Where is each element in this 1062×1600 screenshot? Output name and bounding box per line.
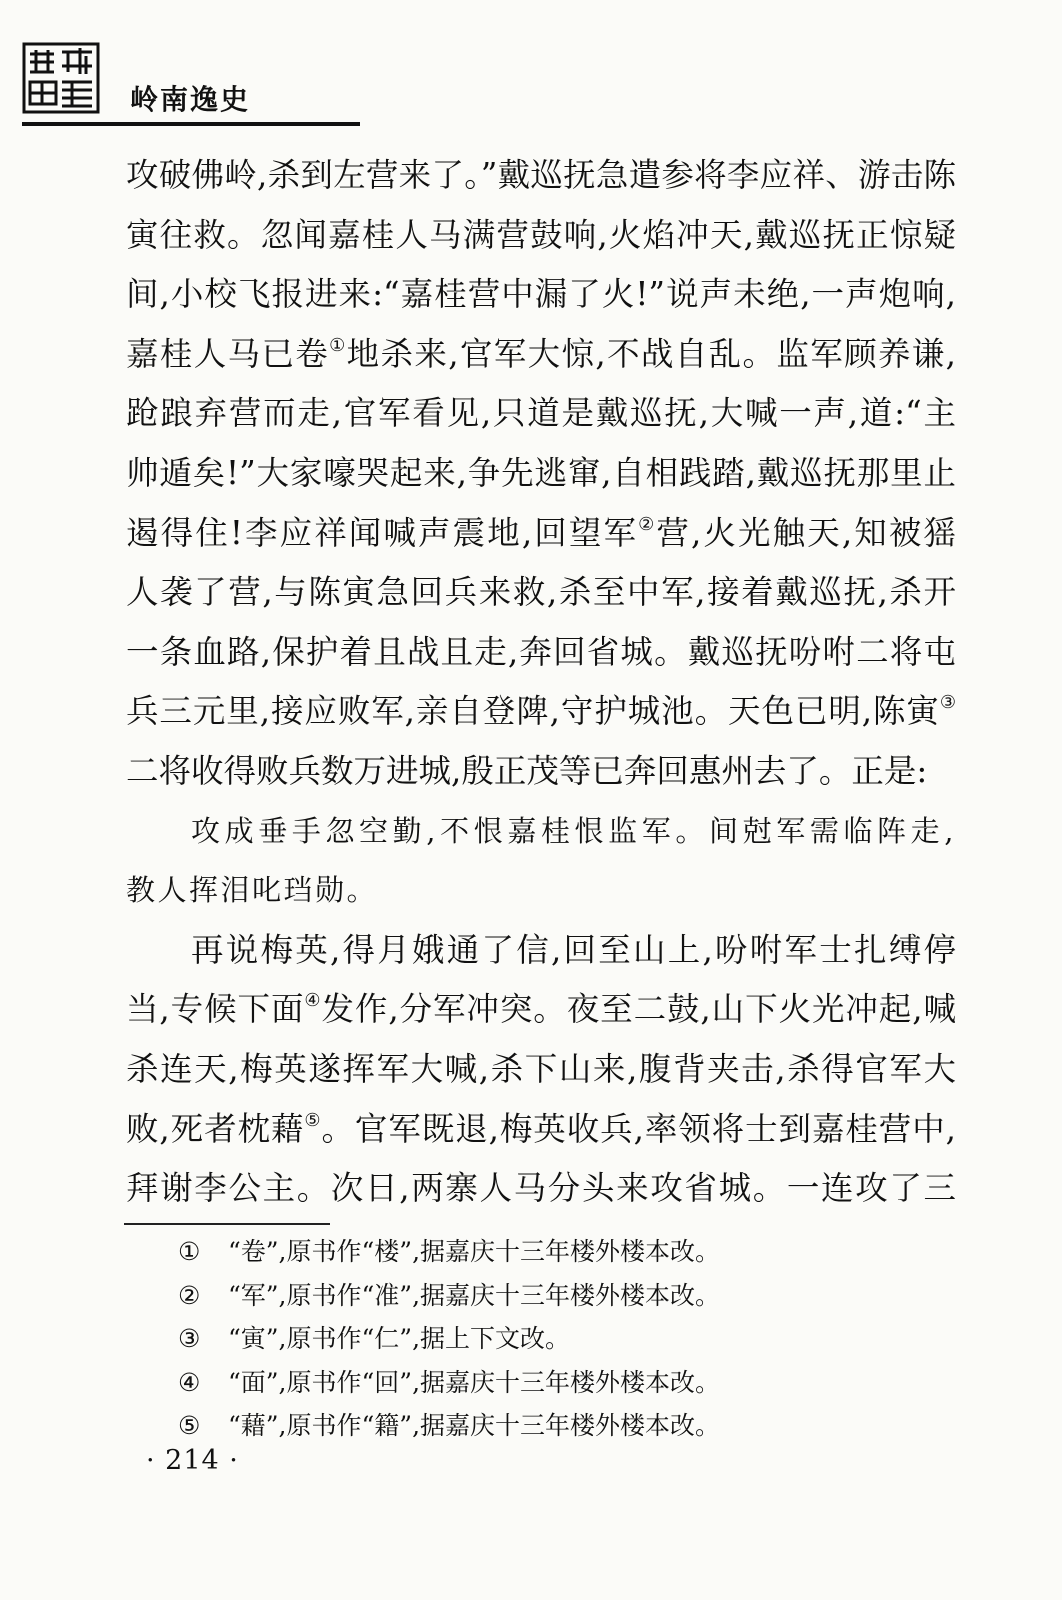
text-line: 兵三元里,接应败军,亲自登陴,守护城池。天色已明,陈寅③ xyxy=(126,692,956,731)
footnote-mark: ② xyxy=(178,1280,201,1310)
main-text xyxy=(126,146,956,1219)
footnote-item xyxy=(178,1274,878,1318)
text-line: 嘉桂人马已卷①地杀来,官军大惊,不战自乱。监军顾养谦, xyxy=(126,334,956,373)
footnote-text: “寅”,原书作“仁”,据上下文改。 xyxy=(228,1324,571,1353)
footnote-mark: ① xyxy=(178,1237,201,1266)
footnote-item xyxy=(178,1404,878,1448)
text-line: 跄踉弃营而走,官军看见,只道是戴巡抚,大喊一声,道:“主 xyxy=(126,394,956,433)
footnote-ref[interactable]: ④ xyxy=(304,990,322,1012)
footnote-mark: ⑤ xyxy=(178,1411,201,1440)
text-line: 再说梅英,得月娥通了信,回至山上,吩咐军士扎缚停 xyxy=(191,930,956,969)
poem-line: 教人挥泪叱珰勋。 xyxy=(126,873,379,908)
footnote-ref[interactable]: ③ xyxy=(939,692,956,714)
text-line: 遏得住!李应祥闻喊声震地,回望军②营,火光触天,知被猺 xyxy=(126,513,956,552)
poem-line: 攻成垂手忽空勤,不恨嘉桂恨监军。间尅军需临阵走, xyxy=(191,813,956,848)
text-line: 攻破佛岭,杀到左营来了。”戴巡抚急遣参将李应祥、游击陈 xyxy=(126,156,956,194)
text-line: 一条血路,保护着且战且走,奔回省城。戴巡抚吩咐二将屯 xyxy=(126,632,956,671)
text-line: 帅遁矣!”大家嚎哭起来,争先逃窜,自相践踏,戴巡抚那里止 xyxy=(126,453,956,492)
footnote-mark: ④ xyxy=(178,1367,201,1397)
text-line: 当,专候下面④发作,分军冲突。夜至二鼓,山下火光冲起,喊 xyxy=(126,990,956,1029)
text-line: 败,死者枕藉⑤。官军既退,梅英收兵,率领将士到嘉桂营中, xyxy=(126,1109,956,1148)
footnote-ref[interactable]: ⑤ xyxy=(304,1109,322,1131)
footnotes xyxy=(178,1230,878,1448)
footnote-ref[interactable]: ② xyxy=(638,513,657,535)
footnote-text: “卷”,原书作“楼”,据嘉庆十三年楼外楼本改。 xyxy=(228,1237,721,1266)
text-line: 寅往救。忽闻嘉桂人马满营鼓响,火焰冲天,戴巡抚正惊疑 xyxy=(126,215,956,254)
footnote-item xyxy=(178,1361,878,1405)
text-line: 杀连天,梅英遂挥军大喊,杀下山来,腹背夹击,杀得官军大 xyxy=(126,1049,956,1088)
series-seal-logo xyxy=(22,42,100,114)
text-line: 拜谢李公主。次日,两寨人马分头来攻省城。一连攻了三 xyxy=(126,1169,956,1208)
text-line: 人袭了营,与陈寅急回兵来救,杀至中军,接着戴巡抚,杀开 xyxy=(126,573,956,612)
footnote-mark: ③ xyxy=(178,1324,201,1353)
header-rule xyxy=(22,122,360,126)
text-line: 二将收得败兵数万进城,殷正茂等已奔回惠州去了。正是: xyxy=(126,751,928,790)
footnote-item xyxy=(178,1317,878,1361)
footnote-text: “军”,原书作“准”,据嘉庆十三年楼外楼本改。 xyxy=(228,1280,721,1310)
text-line: 间,小校飞报进来:“嘉桂营中漏了火!”说声未绝,一声炮响, xyxy=(126,275,956,314)
footnote-item xyxy=(178,1230,878,1274)
footnote-text: “藉”,原书作“籍”,据嘉庆十三年楼外楼本改。 xyxy=(228,1411,721,1440)
footnote-text: “面”,原书作“回”,据嘉庆十三年楼外楼本改。 xyxy=(228,1367,721,1397)
book-title: 岭南逸史 xyxy=(130,83,251,116)
page-number: · 214 · xyxy=(146,1445,239,1476)
footnote-ref[interactable]: ① xyxy=(329,334,347,356)
footnote-separator xyxy=(124,1223,330,1225)
